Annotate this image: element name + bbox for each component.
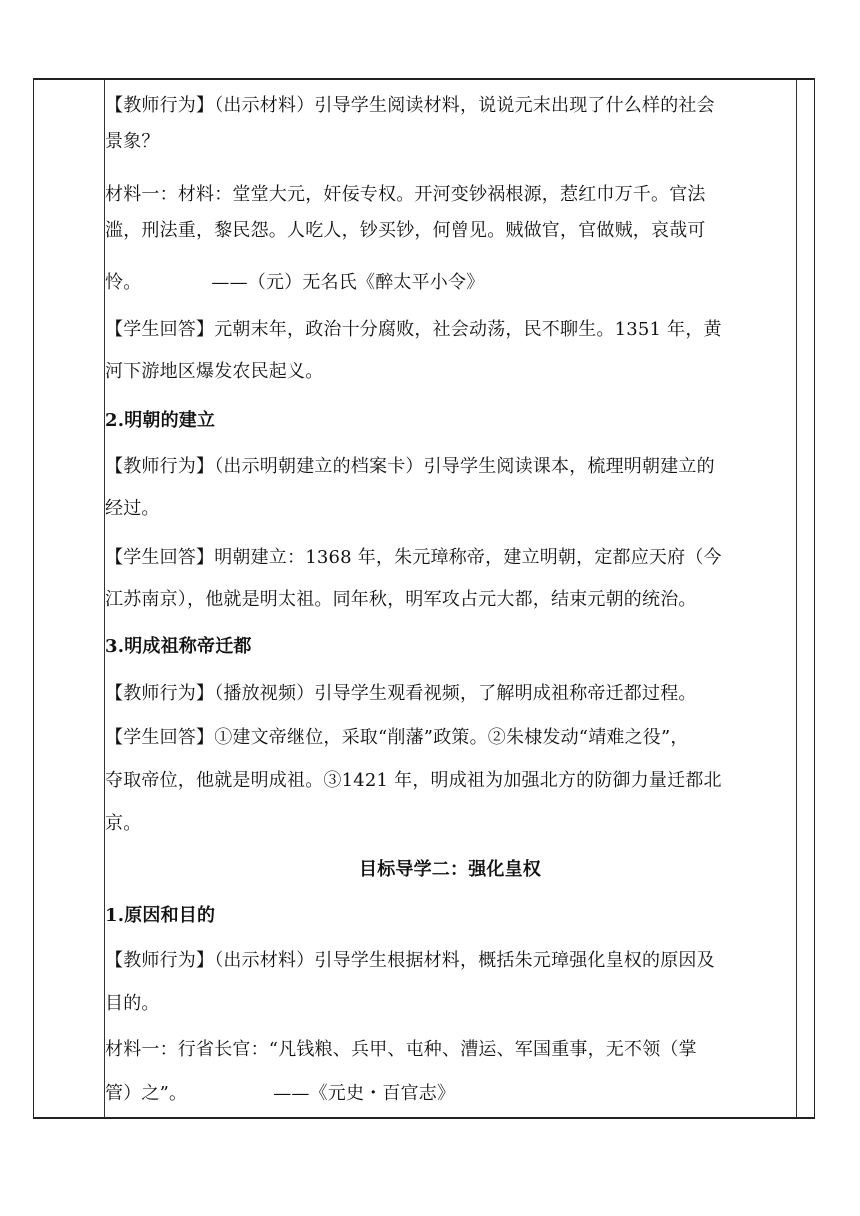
text-line: 目的。	[105, 993, 160, 1014]
source-citation: ——（元）无名氏《醉太平小令》	[211, 272, 485, 293]
section-heading: 2.明朝的建立	[105, 410, 216, 431]
section-heading: 1.原因和目的	[105, 905, 216, 926]
text-fragment: 怜。	[105, 272, 142, 293]
text-line: 【学生回答】明朝建立：1368 年，朱元璋称帝，建立明朝，定都应天府（今	[105, 547, 722, 568]
text-line: 【学生回答】①建文帝继位，采取“削藩”政策。②朱棣发动“靖难之役”，	[105, 727, 689, 748]
text-line	[105, 271, 484, 295]
text-line: 经过。	[105, 498, 160, 519]
text-line: 【教师行为】（出示材料）引导学生阅读材料，说说元末出现了什么样的社会	[105, 95, 715, 116]
goal-heading: 目标导学二：强化皇权	[359, 859, 541, 880]
source-citation: ——《元史・百官志》	[273, 1083, 456, 1104]
text-line	[105, 1082, 455, 1106]
section-heading: 3.明成祖称帝迁都	[105, 636, 252, 657]
text-line: 江苏南京），他就是明太祖。同年秋，明军攻占元大都，结束元朝的统治。	[105, 589, 697, 610]
text-line: 京。	[105, 813, 142, 834]
text-line: 滥，刑法重，黎民怨。人吃人，钞买钞，何曾见。贼做官，官做贼，哀哉可	[105, 220, 706, 241]
text-line: 夺取帝位，他就是明成祖。③1421 年，明成祖为加强北方的防御力量迁都北	[105, 770, 722, 791]
text-fragment: 管）之”。	[105, 1083, 188, 1104]
text-line: 【教师行为】（出示材料）引导学生根据材料，概括朱元璋强化皇权的原因及	[105, 950, 715, 971]
text-line: 材料一：行省长官：“凡钱粮、兵甲、屯种、漕运、军国重事，无不领（掌	[105, 1039, 697, 1060]
text-line: 【学生回答】元朝末年，政治十分腐败，社会动荡，民不聊生。1351 年，黄	[105, 319, 722, 340]
text-line: 河下游地区爆发农民起义。	[105, 361, 324, 382]
text-line: 景象？	[105, 131, 160, 152]
text-line: 材料一：材料：堂堂大元，奸佞专权。开河变钞祸根源，惹红巾万千。官法	[105, 184, 706, 205]
text-line: 【教师行为】（播放视频）引导学生观看视频，了解明成祖称帝迁都过程。	[105, 683, 697, 704]
table-column-divider-right	[796, 80, 797, 1117]
text-line: 【教师行为】（出示明朝建立的档案卡）引导学生阅读课本，梳理明朝建立的	[105, 456, 715, 477]
